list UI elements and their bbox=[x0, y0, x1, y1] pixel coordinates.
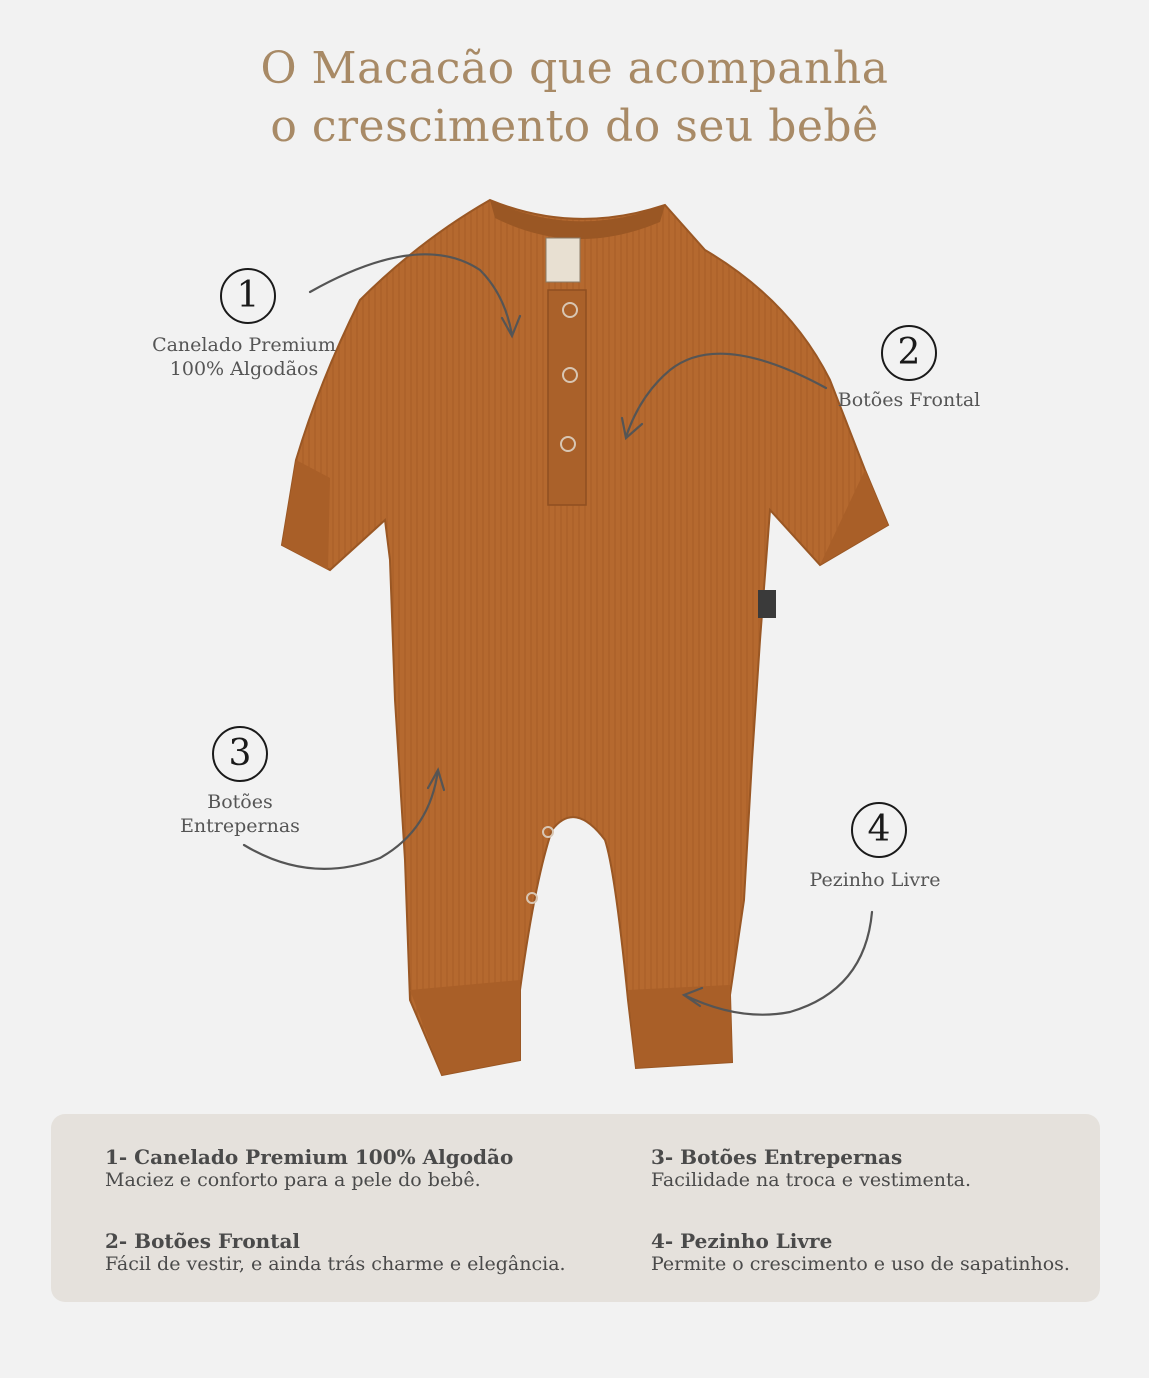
feature-2 bbox=[105, 1230, 566, 1276]
left-cuff bbox=[282, 460, 330, 570]
feature-2-title: 2- Botões Frontal bbox=[105, 1229, 301, 1253]
callout-1-line-2: 100% Algodãos bbox=[169, 358, 319, 380]
callout-number-4: 4 bbox=[851, 802, 907, 858]
callout-3-line-2: Entrepernas bbox=[180, 815, 300, 837]
callout-4-line-1: Pezinho Livre bbox=[809, 869, 941, 891]
feature-4 bbox=[651, 1230, 1070, 1276]
feature-2-desc: Fácil de vestir, e ainda trás charme e elegância. bbox=[105, 1253, 566, 1275]
feature-3-title: 3- Botões Entrepernas bbox=[651, 1145, 903, 1169]
left-leg-cuff bbox=[410, 980, 520, 1075]
callout-3-line-1: Botões bbox=[207, 791, 273, 813]
callout-label-1 bbox=[140, 333, 348, 381]
feature-4-desc: Permite o crescimento e uso de sapatinhos. bbox=[651, 1253, 1070, 1275]
right-leg-cuff bbox=[628, 985, 732, 1068]
callout-number-2: 2 bbox=[881, 325, 937, 381]
callout-label-2 bbox=[830, 388, 988, 412]
romper-placket bbox=[548, 290, 586, 505]
feature-1-desc: Maciez e conforto para a pele do bebê. bbox=[105, 1169, 481, 1191]
callout-label-4 bbox=[795, 868, 955, 892]
callout-2-line-1: Botões Frontal bbox=[837, 389, 981, 411]
callout-label-3 bbox=[160, 790, 320, 838]
feature-1 bbox=[105, 1146, 513, 1192]
callout-1-line-1: Canelado Premium bbox=[152, 334, 336, 356]
callout-number-1: 1 bbox=[220, 268, 276, 324]
title-line-1: O Macacão que acompanha bbox=[260, 43, 889, 94]
features-panel bbox=[51, 1114, 1100, 1302]
side-tag bbox=[758, 590, 776, 618]
title-line-2: o crescimento do seu bebê bbox=[270, 101, 879, 152]
feature-3 bbox=[651, 1146, 971, 1192]
neck-tag bbox=[546, 238, 580, 282]
feature-1-title: 1- Canelado Premium 100% Algodão bbox=[105, 1145, 514, 1169]
feature-4-title: 4- Pezinho Livre bbox=[651, 1229, 833, 1253]
callout-number-3: 3 bbox=[212, 726, 268, 782]
feature-3-desc: Facilidade na troca e vestimenta. bbox=[651, 1169, 972, 1191]
